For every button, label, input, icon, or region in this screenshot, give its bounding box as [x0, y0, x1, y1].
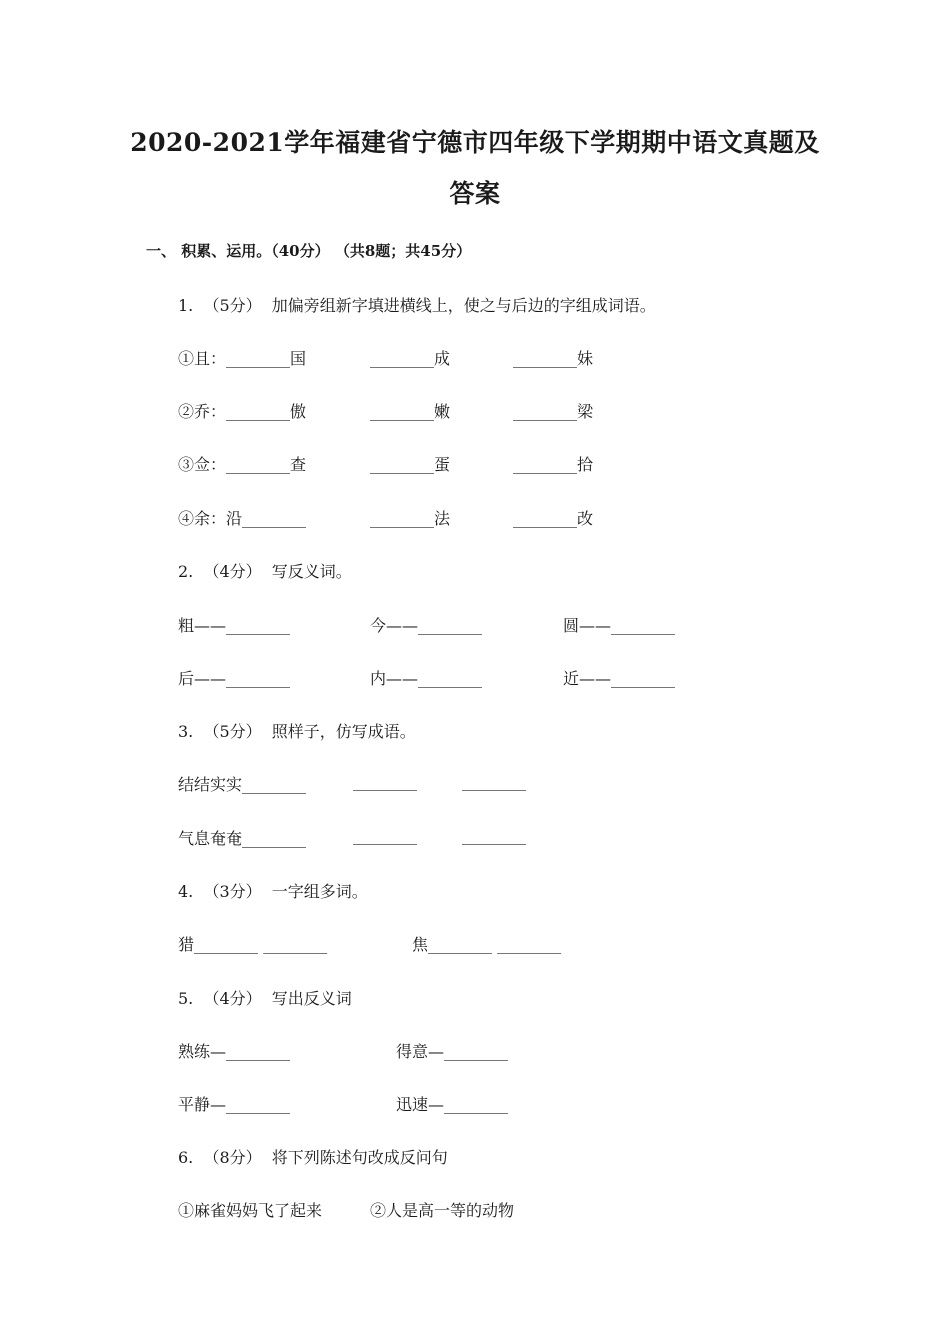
question-4-item-1: 猎________ ________ [178, 935, 328, 954]
question-2-row-1-col-2: 今——________ [370, 616, 483, 635]
question-4-stem: 4. （3分） 一字组多词。 [178, 882, 368, 901]
question-3-stem: 3. （5分） 照样子，仿写成语。 [178, 722, 416, 741]
question-2-row-1-col-1: 粗——________ [178, 616, 291, 635]
question-1-row-4-col-3: ________改 [513, 509, 594, 528]
question-6-item-1: ①麻雀妈妈飞了起来 [178, 1201, 323, 1220]
question-1-row-4-col-1: ④余：沿________ [178, 509, 307, 528]
question-2-row-2-col-2: 内——________ [370, 669, 483, 688]
document-title-line-2: 答案 [449, 179, 501, 208]
question-5-row-2-col-1: 平静—________ [178, 1095, 291, 1114]
question-1-row-1-col-2: ________成 [370, 349, 451, 368]
question-3-row-1-col-3: ________ [462, 772, 526, 791]
document-title-line-1: 2020-2021学年福建省宁德市四年级下学期期中语文真题及 [130, 128, 820, 157]
question-2-stem: 2. （4分） 写反义词。 [178, 562, 352, 581]
question-3-row-1-col-1: 结结实实________ [178, 775, 307, 794]
section-heading: 一、 积累、运用。（40分） （共8题；共45分） [146, 242, 472, 260]
question-1-stem: 1. （5分） 加偏旁组新字填进横线上，使之与后边的字组成词语。 [178, 296, 656, 315]
question-1-row-2-col-3: ________梁 [513, 402, 594, 421]
question-1-row-3-col-1: ③佥：________查 [178, 455, 307, 474]
question-5-stem: 5. （4分） 写出反义词 [178, 989, 352, 1008]
question-5-row-1-col-1: 熟练—________ [178, 1042, 291, 1061]
question-1-row-2-col-2: ________嫩 [370, 402, 451, 421]
question-5-row-2-col-2: 迅速—________ [396, 1095, 509, 1114]
question-1-row-1-col-3: ________妹 [513, 349, 594, 368]
question-1-row-2-col-1: ②乔：________傲 [178, 402, 307, 421]
question-1-row-3-col-3: ________拾 [513, 455, 594, 474]
question-5-row-1-col-2: 得意—________ [396, 1042, 509, 1061]
question-1-row-4-col-2: ________法 [370, 509, 451, 528]
question-3-row-2-col-2: ________ [353, 826, 417, 845]
question-3-row-2-col-3: ________ [462, 826, 526, 845]
question-1-row-3-col-2: ________蛋 [370, 455, 451, 474]
question-2-row-2-col-1: 后——________ [178, 669, 291, 688]
question-4-item-2: 焦________ ________ [412, 935, 562, 954]
question-3-row-1-col-2: ________ [353, 772, 417, 791]
question-2-row-1-col-3: 圆——________ [563, 616, 676, 635]
question-6-stem: 6. （8分） 将下列陈述句改成反问句 [178, 1148, 448, 1167]
question-1-row-1-col-1: ①且：________国 [178, 349, 307, 368]
question-2-row-2-col-3: 近——________ [563, 669, 676, 688]
question-3-row-2-col-1: 气息奄奄________ [178, 829, 307, 848]
question-6-item-2: ②人是高一等的动物 [370, 1201, 515, 1220]
